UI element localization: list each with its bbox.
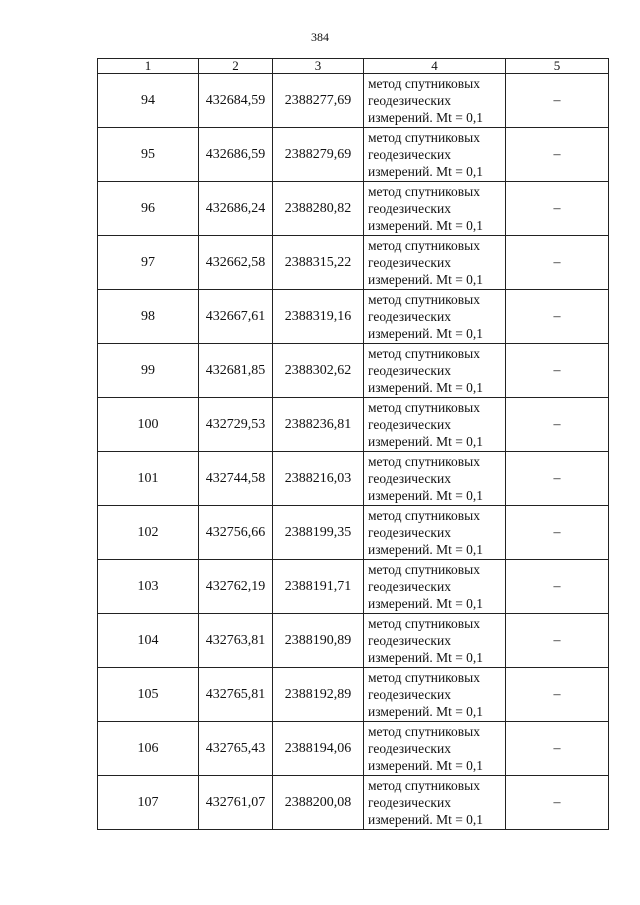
table-row — [98, 668, 609, 722]
table-row — [98, 506, 609, 560]
x-coordinate-cell: 432765,43 — [199, 722, 273, 776]
y-coordinate-cell: 2388191,71 — [273, 560, 364, 614]
coordinates-table — [97, 58, 609, 830]
note-cell: – — [506, 398, 609, 452]
method-line: метод спутниковых — [368, 724, 480, 739]
method-line: геодезических — [368, 579, 451, 594]
method-cell — [364, 344, 506, 398]
method-line: геодезических — [368, 795, 451, 810]
method-line: измерений. Mt = 0,1 — [368, 812, 484, 827]
point-number-cell: 104 — [98, 614, 199, 668]
x-coordinate-cell: 432662,58 — [199, 236, 273, 290]
table-row — [98, 398, 609, 452]
method-line: геодезических — [368, 471, 451, 486]
method-line: метод спутниковых — [368, 76, 480, 91]
method-line: измерений. Mt = 0,1 — [368, 488, 484, 503]
point-number-cell: 97 — [98, 236, 199, 290]
method-line: метод спутниковых — [368, 670, 480, 685]
table-body — [98, 74, 609, 830]
point-number-cell: 96 — [98, 182, 199, 236]
note-cell: – — [506, 344, 609, 398]
note-cell: – — [506, 290, 609, 344]
x-coordinate-cell: 432729,53 — [199, 398, 273, 452]
point-number-cell: 94 — [98, 74, 199, 128]
column-header-3: 3 — [273, 59, 364, 74]
method-line: геодезических — [368, 525, 451, 540]
method-line: метод спутниковых — [368, 292, 480, 307]
point-number-cell: 102 — [98, 506, 199, 560]
method-line: геодезических — [368, 147, 451, 162]
note-cell: – — [506, 452, 609, 506]
point-number-cell: 100 — [98, 398, 199, 452]
y-coordinate-cell: 2388302,62 — [273, 344, 364, 398]
point-number-cell: 103 — [98, 560, 199, 614]
table-row — [98, 74, 609, 128]
method-cell — [364, 722, 506, 776]
x-coordinate-cell: 432762,19 — [199, 560, 273, 614]
method-line: геодезических — [368, 93, 451, 108]
y-coordinate-cell: 2388236,81 — [273, 398, 364, 452]
note-cell: – — [506, 236, 609, 290]
method-cell — [364, 398, 506, 452]
method-cell — [364, 668, 506, 722]
page-number: 384 — [311, 30, 329, 44]
y-coordinate-cell: 2388192,89 — [273, 668, 364, 722]
note-cell: – — [506, 668, 609, 722]
table-row — [98, 182, 609, 236]
method-line: геодезических — [368, 201, 451, 216]
y-coordinate-cell: 2388216,03 — [273, 452, 364, 506]
method-cell — [364, 506, 506, 560]
column-header-1: 1 — [98, 59, 199, 74]
method-line: геодезических — [368, 309, 451, 324]
note-cell: – — [506, 560, 609, 614]
method-line: метод спутниковых — [368, 562, 480, 577]
method-line: измерений. Mt = 0,1 — [368, 164, 484, 179]
table-row — [98, 722, 609, 776]
x-coordinate-cell: 432763,81 — [199, 614, 273, 668]
note-cell: – — [506, 722, 609, 776]
method-line: геодезических — [368, 255, 451, 270]
method-line: метод спутниковых — [368, 238, 480, 253]
x-coordinate-cell: 432667,61 — [199, 290, 273, 344]
method-line: измерений. Mt = 0,1 — [368, 596, 484, 611]
column-header-4: 4 — [364, 59, 506, 74]
table-row — [98, 614, 609, 668]
note-cell: – — [506, 614, 609, 668]
note-cell: – — [506, 128, 609, 182]
method-cell — [364, 128, 506, 182]
method-cell — [364, 776, 506, 830]
method-cell — [364, 74, 506, 128]
table-row — [98, 344, 609, 398]
note-cell: – — [506, 776, 609, 830]
x-coordinate-cell: 432761,07 — [199, 776, 273, 830]
method-line: метод спутниковых — [368, 778, 480, 793]
point-number-cell: 101 — [98, 452, 199, 506]
column-header-5: 5 — [506, 59, 609, 74]
y-coordinate-cell: 2388199,35 — [273, 506, 364, 560]
method-line: измерений. Mt = 0,1 — [368, 704, 484, 719]
method-line: измерений. Mt = 0,1 — [368, 380, 484, 395]
y-coordinate-cell: 2388315,22 — [273, 236, 364, 290]
method-line: измерений. Mt = 0,1 — [368, 110, 484, 125]
method-line: метод спутниковых — [368, 346, 480, 361]
point-number-cell: 99 — [98, 344, 199, 398]
y-coordinate-cell: 2388277,69 — [273, 74, 364, 128]
method-line: метод спутниковых — [368, 454, 480, 469]
method-line: измерений. Mt = 0,1 — [368, 650, 484, 665]
x-coordinate-cell: 432686,59 — [199, 128, 273, 182]
point-number-cell: 105 — [98, 668, 199, 722]
method-line: геодезических — [368, 417, 451, 432]
method-cell — [364, 452, 506, 506]
point-number-cell: 95 — [98, 128, 199, 182]
y-coordinate-cell: 2388200,08 — [273, 776, 364, 830]
method-line: геодезических — [368, 363, 451, 378]
y-coordinate-cell: 2388279,69 — [273, 128, 364, 182]
column-header-2: 2 — [199, 59, 273, 74]
x-coordinate-cell: 432744,58 — [199, 452, 273, 506]
point-number-cell: 106 — [98, 722, 199, 776]
method-line: метод спутниковых — [368, 508, 480, 523]
note-cell: – — [506, 74, 609, 128]
method-cell — [364, 560, 506, 614]
y-coordinate-cell: 2388190,89 — [273, 614, 364, 668]
table-row — [98, 128, 609, 182]
y-coordinate-cell: 2388319,16 — [273, 290, 364, 344]
point-number-cell: 107 — [98, 776, 199, 830]
method-line: измерений. Mt = 0,1 — [368, 272, 484, 287]
method-line: метод спутниковых — [368, 616, 480, 631]
table-row — [98, 236, 609, 290]
method-line: измерений. Mt = 0,1 — [368, 542, 484, 557]
method-line: метод спутниковых — [368, 184, 480, 199]
method-line: геодезических — [368, 741, 451, 756]
table-row — [98, 776, 609, 830]
x-coordinate-cell: 432684,59 — [199, 74, 273, 128]
method-cell — [364, 182, 506, 236]
method-line: измерений. Mt = 0,1 — [368, 218, 484, 233]
y-coordinate-cell: 2388280,82 — [273, 182, 364, 236]
y-coordinate-cell: 2388194,06 — [273, 722, 364, 776]
method-line: геодезических — [368, 687, 451, 702]
table-header-row — [98, 59, 609, 74]
method-cell — [364, 614, 506, 668]
x-coordinate-cell: 432765,81 — [199, 668, 273, 722]
method-cell — [364, 290, 506, 344]
table-row — [98, 560, 609, 614]
note-cell: – — [506, 506, 609, 560]
method-line: метод спутниковых — [368, 130, 480, 145]
point-number-cell: 98 — [98, 290, 199, 344]
method-line: метод спутниковых — [368, 400, 480, 415]
method-line: измерений. Mt = 0,1 — [368, 326, 484, 341]
x-coordinate-cell: 432756,66 — [199, 506, 273, 560]
method-line: измерений. Mt = 0,1 — [368, 434, 484, 449]
table-row — [98, 452, 609, 506]
x-coordinate-cell: 432681,85 — [199, 344, 273, 398]
method-line: измерений. Mt = 0,1 — [368, 758, 484, 773]
x-coordinate-cell: 432686,24 — [199, 182, 273, 236]
method-cell — [364, 236, 506, 290]
note-cell: – — [506, 182, 609, 236]
table-row — [98, 290, 609, 344]
method-line: геодезических — [368, 633, 451, 648]
